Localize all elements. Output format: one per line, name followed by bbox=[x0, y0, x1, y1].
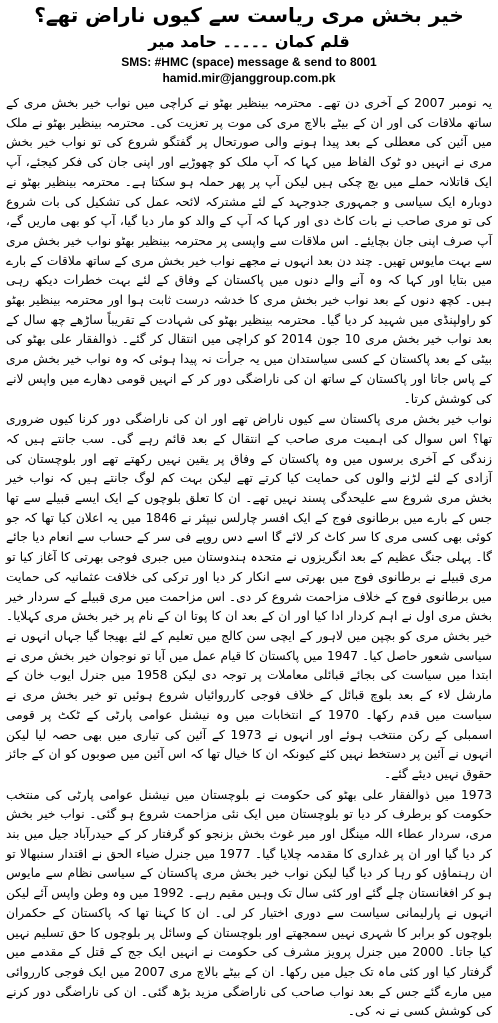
byline: قلم کمان ۔۔۔۔۔ حامد میر bbox=[148, 32, 350, 51]
paragraph: یہ نومبر 2007 کے آخری دن تھے۔ محترمہ بینظیر بھٹو نے کراچی میں نواب خیر بخش مری کے ساتھ ملاقات کی اور ان کے بیٹے بالاچ مری کی موت پر تعزیت کی۔ محترمہ بینظیر بھٹو نے ملک میں آئین کی معطلی کے بعد پیدا ہونے والی صورتحال پر گفتگو شروع کی تو نواب خیر بخش مری نے انہیں دو ٹوک الفاظ میں کہا کہ آپ ملک کو چھوڑیے اور اپنی جان کی فکر کیجئے، آپ ایک قاتلانہ حملے میں بچ چکی ہیں لیکن آپ پر پھر حملہ ہو سکتا ہے۔ محترمہ بینظیر بھٹو نے دوبارہ ایک سیاسی و جمہوری جدوجہد کے لئے مشترکہ لائحہ عمل کی تشکیل کی بات شروع کی تو مری صاحب نے بات کاٹ دی اور کہا کہ آپ کے والد کو مار دیا گیا، آپ کو بھی ماریں گے، آپ صرف اپنی جان بچایئے۔ اس ملاقات سے واپسی پر محترمہ بینظیر بھٹو نواب خیر بخش مری سے بہت مایوس تھیں۔ چند دن بعد انہوں نے مجھے نواب خیر بخش مری کے ساتھ ملاقات کے بارے میں بتایا اور کہا کہ وہ آنے والے دنوں میں پاکستان کے وفاق کے لئے بہت خطرات دیکھ رہی ہیں۔ کچھ دنوں کے بعد نواب خیر بخش مری کا خدشہ درست ثابت ہوا اور محترمہ بینظیر بھٹو کو راولپنڈی میں شہید کر دیا گیا۔ محترمہ بینظیر بھٹو کی شہادت کے تقریباً ساڑھے چھ سال کے بعد نواب خیر بخش مری 10 جون 2014 کو کراچی میں انتقال کر گئے۔ ذوالفقار علی بھٹو کی بیٹی کے بعد پاکستان کے کسی سیاستدان میں یہ جرأت نہ پیدا ہوئی کہ وہ نواب خیر بخش مری کے پاس جاتا اور پاکستان کے ساتھ ان کی ناراضگی دور کر کے انہیں قومی دھارے میں واپس لانے کی کوشش کرتا۔ bbox=[6, 96, 492, 406]
paragraph: نواب خیر بخش مری پاکستان سے کیوں ناراض تھے اور ان کی ناراضگی دور کرنا کیوں ضروری تھا؟ اس سوال کی اہمیت مری صاحب کے انتقال کے بعد قائم رہے گی۔ سب جانتے ہیں کہ زندگی کے آخری برسوں میں وہ پاکستان کے وفاق پر یقین نہیں رکھتے تھے اور بلوچستان کی آزادی کے لئے لڑنے والوں کی حمایت کیا کرتے تھے لیکن بہت کم لوگ جانتے ہیں کہ نواب خیر بخش مری شروع سے علیحدگی پسند نہیں تھے۔ ان کا تعلق بلوچوں کے ایک ایسے قبیلے سے تھا جس کے بارے میں برطانوی فوج کے ایک افسر چارلس نیپئر نے 1846 میں یہ اعلان کیا تھا کہ جو کوئی بھی کسی مری کا سر کاٹ کر لائے گا اسے دس روپے فی سر کے حساب سے انعام دیا جائے گا۔ پہلی جنگ عظیم کے بعد انگریزوں نے متحدہ ہندوستان میں جبری فوجی بھرتی کا آغاز کیا تو مری قبیلے نے برطانوی فوج میں بھرتی سے انکار کر دیا اور ترکی کی خلافت عثمانیہ کی حمایت میں برطانوی فوج کے خلاف مزاحمت شروع کر دی۔ اس مزاحمت میں مری قبیلے کے سردار خیر بخش مری اول نے اہم کردار ادا کیا اور ان کے بعد ان کا پوتا ان کے نام پر خیر بخش مری کہلایا۔ خیر بخش مری کو بچپن میں لاہور کے ایچی سن کالج میں تعلیم کے لئے بھیجا گیا جہاں انہوں نے سیاسی شعور حاصل کیا۔ 1947 میں پاکستان کا قیام عمل میں آیا تو نوجوان خیر بخش مری نے ابتدا میں سیاست کی بجائے قبائلی معاملات پر توجہ دی لیکن 1958 میں جنرل ایوب خان کے مارشل لاء کے بعد بلوچ قبائل کے خلاف فوجی کارروائیاں شروع ہوئیں تو خیر بخش مری نے سیاست میں قدم رکھا۔ 1970 کے انتخابات میں وہ نیشنل عوامی پارٹی کے ٹکٹ پر قومی اسمبلی کے رکن منتخب ہوئے اور انہوں نے 1973 کے آئین کی تیاری میں بھی حصہ لیا لیکن انہوں نے آئین پر دستخط نہیں کئے کیونکہ ان کا خیال تھا کہ اس آئین میں صوبوں کو ان کے جائز حقوق نہیں دیئے گئے۔ bbox=[6, 412, 493, 781]
author-email: hamid.mir@janggroup.com.pk bbox=[162, 71, 336, 85]
article-header bbox=[6, 0, 492, 94]
paragraph: 1973 میں ذوالفقار علی بھٹو کی حکومت نے بلوچستان میں نیشنل عوامی پارٹی کی منتخب حکومت کو برطرف کر دیا تو بلوچستان میں ایک نئی مزاحمت شروع ہو گئی۔ نواب خیر بخش مری، سردار عطاء اللہ مینگل اور میر غوث بخش بزنجو کو گرفتار کر کے حیدرآباد جیل میں بند کر دیا گیا اور ان پر غداری کا مقدمہ چلایا گیا۔ 1977 میں جنرل ضیاء الحق نے اقتدار سنبھالا تو ان رہنماؤں کو رہا کر دیا گیا لیکن نواب خیر بخش مری پاکستان کے سیاسی نظام سے مایوس ہو کر افغانستان چلے گئے اور کئی سال تک وہیں مقیم رہے۔ 1992 میں وہ وطن واپس آئے لیکن انہوں نے پارلیمانی سیاست سے دوری اختیار کر لی۔ ان کا کہنا تھا کہ پاکستان کے حکمران بلوچوں کو برابر کا شہری نہیں سمجھتے اور بلوچستان کے وسائل پر بلوچوں کا حق تسلیم نہیں کیا جاتا۔ 2000 میں جنرل پرویز مشرف کی حکومت نے انہیں ایک جج کے قتل کے مقدمے میں گرفتار کیا اور کئی ماہ تک جیل میں رکھا۔ ان کے بیٹے بالاچ مری 2007 میں ایک فوجی کارروائی میں مارے گئے جس کے بعد نواب صاحب کی ناراضگی مزید بڑھ گئی۔ ان کی ناراضگی دور کرنے کی کوشش کسی نے نہ کی۔ bbox=[6, 787, 493, 1019]
article-body bbox=[6, 94, 492, 1023]
headline: خیر بخش مری ریاست سے کیوں ناراض تھے؟ bbox=[34, 3, 464, 27]
sms-info: SMS: #HMC (space) message & send to 8001 bbox=[121, 55, 377, 69]
